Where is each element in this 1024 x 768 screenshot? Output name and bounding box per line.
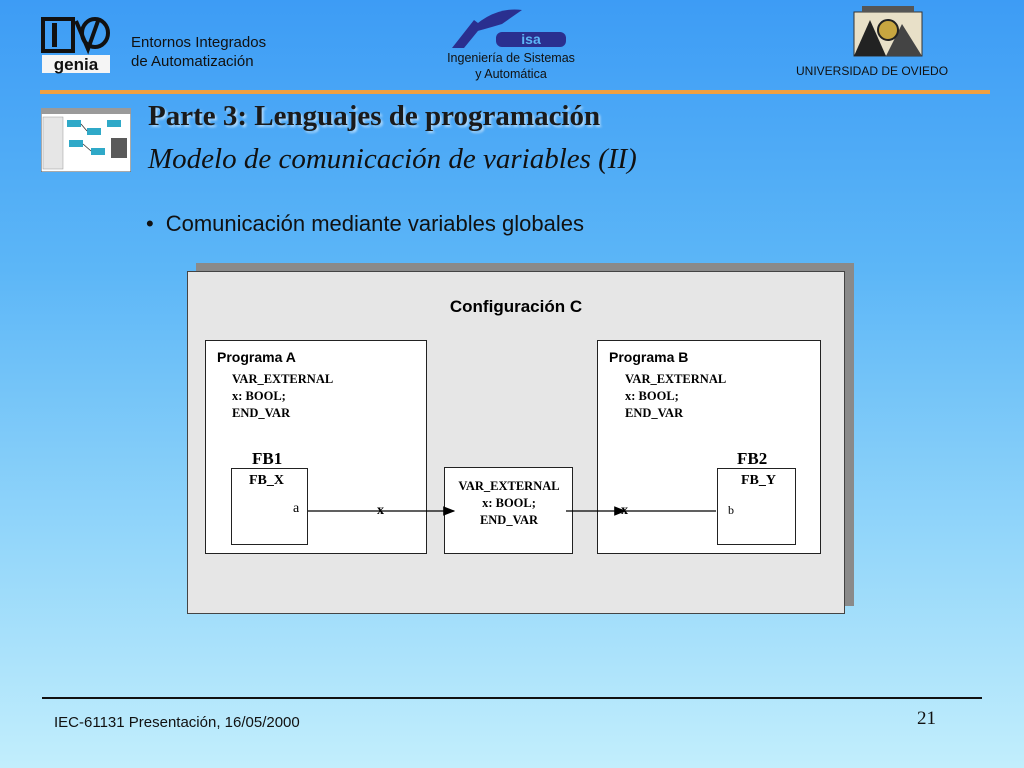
variable-x-label-left: x — [377, 503, 384, 518]
program-b-code-line3: END_VAR — [625, 406, 684, 420]
slide-subtitle: Modelo de comunicación de variables (II) — [148, 143, 637, 175]
page-number: 21 — [917, 708, 936, 729]
bullet-item — [146, 211, 584, 237]
program-a-code-line2: x: BOOL; — [232, 389, 286, 403]
fb2-label: FB2 — [737, 449, 768, 468]
header-caption-line2: de Automatización — [131, 53, 254, 70]
isa-caption-line2: y Automática — [475, 67, 547, 81]
variable-x-label-right: x — [621, 503, 628, 518]
university-name: UNIVERSIDAD DE OVIEDO — [796, 64, 949, 78]
global-var-line2: x: BOOL; — [482, 496, 536, 510]
program-a-code-line1: VAR_EXTERNAL — [232, 372, 334, 386]
fb2-port-b: b — [728, 503, 734, 517]
program-b-label: Programa B — [609, 349, 689, 365]
bullet-dot-icon: • — [146, 211, 154, 236]
bullet-text: Comunicación mediante variables globales — [165, 211, 584, 236]
global-var-line1: VAR_EXTERNAL — [458, 479, 560, 493]
header-caption-line1: Entornos Integrados — [131, 34, 267, 51]
screenshot-thumbnail-icon — [41, 108, 131, 172]
global-var-line3: END_VAR — [479, 513, 539, 527]
footer-divider — [42, 697, 982, 699]
program-b-code-line2: x: BOOL; — [625, 389, 679, 403]
fb1-label: FB1 — [252, 449, 283, 468]
isa-logo — [452, 4, 570, 50]
connector-layer — [188, 272, 844, 613]
header-divider — [40, 90, 990, 94]
university-crest-icon — [846, 4, 930, 58]
configuration-title: Configuración C — [449, 297, 583, 316]
slide-title: Parte 3: Lenguajes de programación — [148, 100, 601, 132]
isa-caption-line1: Ingeniería de Sistemas — [447, 51, 575, 65]
program-a-label: Programa A — [217, 349, 296, 365]
genia-logo — [40, 15, 112, 77]
program-a-code-line3: END_VAR — [232, 406, 291, 420]
isa-logo-text: isa — [521, 31, 541, 47]
program-b-code-line1: VAR_EXTERNAL — [625, 372, 727, 386]
fb2-type-label: FB_Y — [741, 473, 776, 488]
fb1-port-a: a — [293, 501, 300, 516]
genia-logo-text: genia — [53, 55, 99, 74]
fb1-type-label: FB_X — [249, 473, 284, 488]
configuration-c-box — [187, 271, 845, 614]
footer-text: IEC-61131 Presentación, 16/05/2000 — [54, 714, 300, 731]
